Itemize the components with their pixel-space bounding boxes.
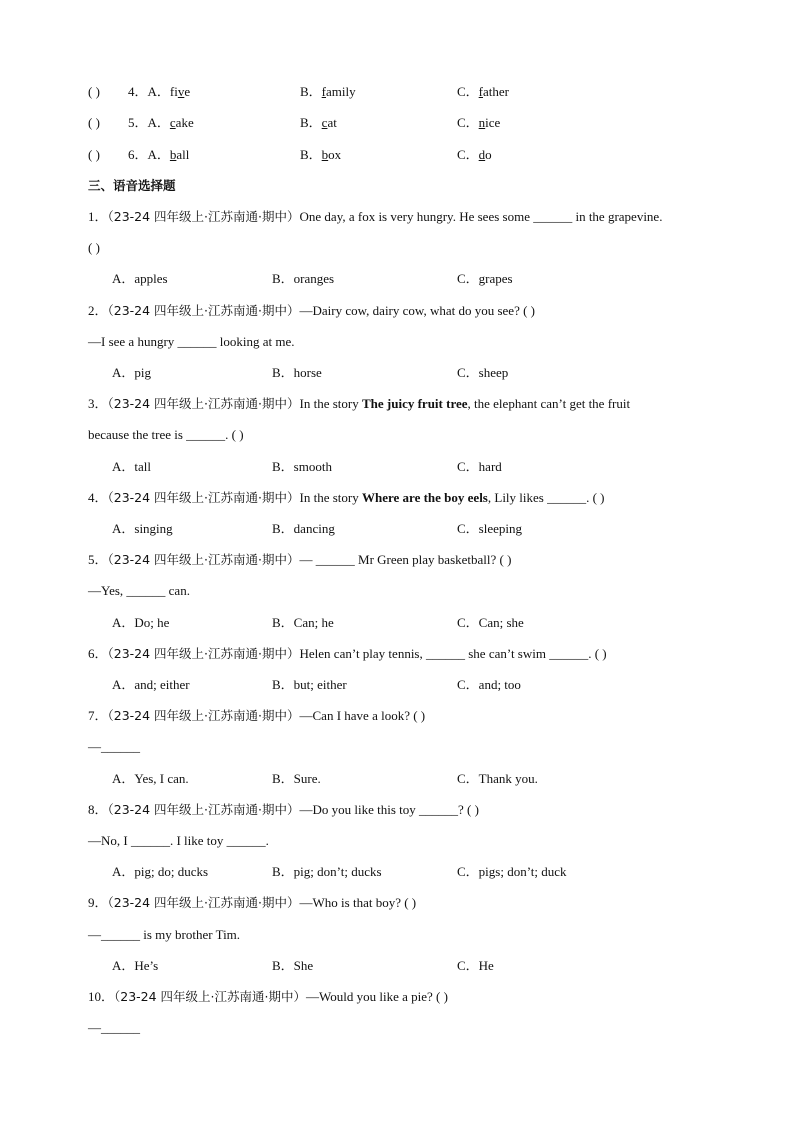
question-number: 4．A． [128, 84, 170, 99]
option-underlined: f [478, 84, 484, 99]
question-2-option-a[interactable]: A．pig [112, 365, 152, 380]
option-text: ice [485, 115, 501, 130]
phonics-row-4-option-b[interactable] [300, 84, 356, 100]
question-number: 6． [88, 646, 108, 661]
option-text: at [327, 115, 337, 130]
option-a-text: e [184, 84, 191, 99]
question-number: 8． [88, 802, 108, 817]
question-source: （23-24 四年级上·江苏南通·期中） [107, 209, 300, 224]
story-title: The juicy fruit tree [361, 396, 468, 411]
question-text: , the elephant can’t get the fruit [467, 396, 631, 411]
option-text: ather [483, 84, 509, 99]
option-underlined: b [321, 147, 329, 162]
question-source: （23-24 四年级上·江苏南通·期中） [107, 490, 300, 505]
question-text: One day, a fox is very hungry. He sees some ______ in the grapevine. [299, 209, 663, 224]
question-source: （23-24 四年级上·江苏南通·期中） [107, 895, 300, 910]
question-text: —Dairy cow, dairy cow, what do you see? ( ) [299, 303, 536, 318]
option-label: C． [457, 115, 479, 130]
option-underlined: f [321, 84, 327, 99]
question-10-continuation: —______ [88, 1020, 140, 1035]
option-text: o [485, 147, 492, 162]
question-text: — ______ Mr Green play basketball? ( ) [299, 552, 512, 567]
question-number: 7． [88, 708, 108, 723]
answer-blank[interactable]: ( ) [88, 84, 100, 99]
question-1-option-b[interactable]: B．oranges [272, 271, 335, 286]
option-text: amily [326, 84, 356, 99]
question-2-option-c[interactable]: C．sheep [457, 365, 509, 380]
option-a-underlined: c [169, 115, 176, 130]
question-7-option-b[interactable]: B．Sure. [272, 771, 321, 786]
question-6-option-b[interactable]: B．but; either [272, 677, 347, 692]
question-text: —Who is that boy? ( ) [299, 895, 417, 910]
question-4-option-b[interactable]: B．dancing [272, 521, 335, 536]
option-a-underlined: b [169, 147, 177, 162]
question-9-option-b[interactable]: B．She [272, 958, 314, 973]
question-5-option-a[interactable]: A．Do; he [112, 615, 170, 630]
option-underlined: n [478, 115, 486, 130]
question-5 [88, 552, 511, 568]
question-number: 5．A． [128, 115, 170, 130]
question-10 [88, 989, 448, 1005]
story-title: Where are the boy eels [361, 490, 488, 505]
question-text: —Can I have a look? ( ) [299, 708, 426, 723]
question-source: （23-24 四年级上·江苏南通·期中） [114, 989, 307, 1004]
answer-blank[interactable]: ( ) [88, 115, 100, 130]
question-source: （23-24 四年级上·江苏南通·期中） [107, 708, 300, 723]
question-source: （23-24 四年级上·江苏南通·期中） [107, 646, 300, 661]
phonics-row-6-option-b[interactable] [300, 147, 341, 163]
phonics-row-5-option-c[interactable] [457, 115, 500, 131]
question-5-option-b[interactable]: B．Can; he [272, 615, 334, 630]
question-7-continuation: —______ [88, 739, 140, 754]
question-9-option-c[interactable]: C．He [457, 958, 494, 973]
question-6 [88, 646, 607, 662]
option-label: C． [457, 84, 479, 99]
option-underlined: c [321, 115, 328, 130]
option-label: B． [300, 84, 322, 99]
question-6-option-c[interactable]: C．and; too [457, 677, 521, 692]
phonics-row-5 [88, 115, 194, 131]
question-source: （23-24 四年级上·江苏南通·期中） [107, 396, 300, 411]
question-3 [88, 396, 630, 412]
phonics-row-6-option-c[interactable] [457, 147, 492, 163]
question-3-option-a[interactable]: A．tall [112, 459, 151, 474]
question-text: —Would you like a pie? ( ) [306, 989, 448, 1004]
question-number: 5． [88, 552, 108, 567]
question-number: 3． [88, 396, 108, 411]
option-a-text: all [176, 147, 190, 162]
option-label: B． [300, 115, 322, 130]
option-a-underlined: v [177, 84, 185, 99]
question-6-option-a[interactable]: A．and; either [112, 677, 190, 692]
question-source: （23-24 四年级上·江苏南通·期中） [107, 303, 300, 318]
question-number: 6．A． [128, 147, 170, 162]
question-number: 10． [88, 989, 115, 1004]
question-number: 2． [88, 303, 108, 318]
question-1-option-c[interactable]: C．grapes [457, 271, 513, 286]
question-text: , Lily likes ______. ( ) [487, 490, 605, 505]
question-2-option-b[interactable]: B．horse [272, 365, 322, 380]
question-8-option-b[interactable]: B．pig; don’t; ducks [272, 864, 382, 879]
question-1 [88, 209, 662, 225]
question-9-continuation: —______ is my brother Tim. [88, 927, 241, 942]
question-2 [88, 303, 535, 319]
question-3-continuation: because the tree is ______. ( ) [88, 427, 244, 442]
question-text: Helen can’t play tennis, ______ she can’t swim ______. ( ) [299, 646, 607, 661]
phonics-row-4-option-c[interactable] [457, 84, 509, 100]
question-9-option-a[interactable]: A．He’s [112, 958, 159, 973]
option-text: ox [328, 147, 342, 162]
option-label: C． [457, 147, 479, 162]
question-5-continuation: —Yes, ______ can. [88, 583, 190, 598]
option-label: B． [300, 147, 322, 162]
question-7 [88, 708, 425, 724]
question-4-option-c[interactable]: C．sleeping [457, 521, 522, 536]
question-text: —Do you like this toy ______? ( ) [299, 802, 479, 817]
question-8-option-a[interactable]: A．pig; do; ducks [112, 864, 209, 879]
question-7-option-a[interactable]: A．Yes, I can. [112, 771, 189, 786]
question-text: In the story [299, 490, 362, 505]
phonics-row-4 [88, 84, 190, 100]
question-1-option-a[interactable]: A．apples [112, 271, 168, 286]
option-a-text: fi [169, 84, 178, 99]
question-9 [88, 895, 416, 911]
question-number: 9． [88, 895, 108, 910]
question-4 [88, 490, 605, 506]
question-1-answer-blank[interactable]: ( ) [88, 240, 100, 255]
question-5-option-c[interactable]: C．Can; she [457, 615, 524, 630]
question-8-continuation: —No, I ______. I like toy ______. [88, 833, 269, 848]
question-8-option-c[interactable]: C．pigs; don’t; duck [457, 864, 567, 879]
phonics-row-5-option-b[interactable] [300, 115, 337, 131]
section-title: 三、语音选择题 [88, 178, 176, 193]
question-source: （23-24 四年级上·江苏南通·期中） [107, 552, 300, 567]
question-text: In the story [299, 396, 362, 411]
question-2-continuation: —I see a hungry ______ looking at me. [88, 334, 295, 349]
question-source: （23-24 四年级上·江苏南通·期中） [107, 802, 300, 817]
question-4-option-a[interactable]: A．singing [112, 521, 173, 536]
option-underlined: d [478, 147, 486, 162]
question-3-option-c[interactable]: C．hard [457, 459, 502, 474]
question-8 [88, 802, 479, 818]
option-a-text: ake [175, 115, 194, 130]
answer-blank[interactable]: ( ) [88, 147, 100, 162]
phonics-row-6 [88, 147, 189, 163]
question-number: 1． [88, 209, 108, 224]
question-3-option-b[interactable]: B．smooth [272, 459, 332, 474]
question-number: 4． [88, 490, 108, 505]
question-7-option-c[interactable]: C．Thank you. [457, 771, 538, 786]
